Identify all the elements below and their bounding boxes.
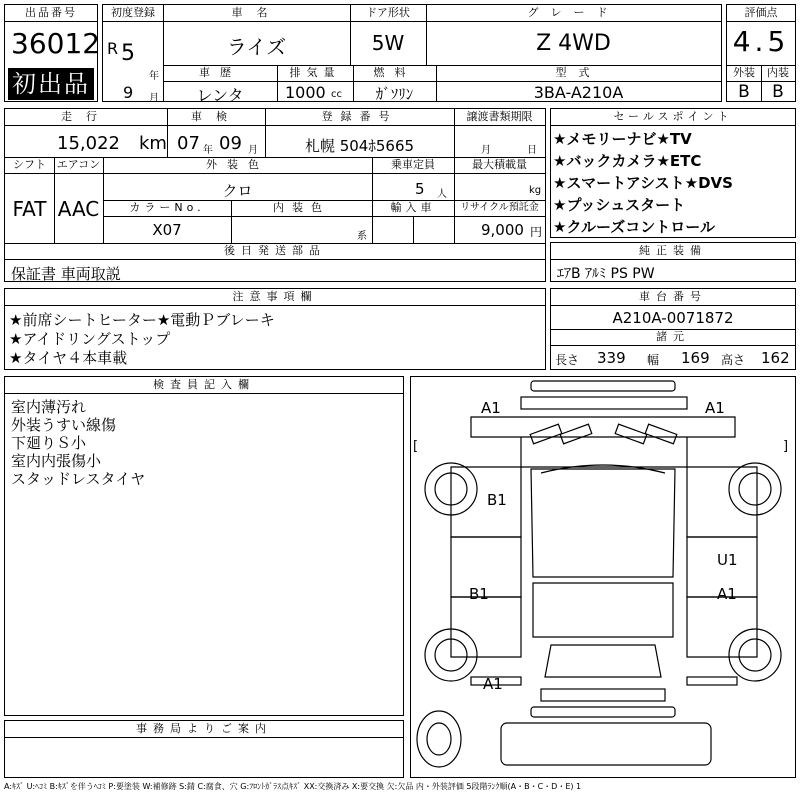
genuine-equipment-text: ｴｱB ｱﾙﾐ PS PW (557, 266, 655, 282)
inspection-month-unit: 月 (248, 145, 258, 156)
sales-points (550, 108, 796, 238)
recycle-unit: 円 (530, 225, 543, 239)
lot-label: 出品番号 (25, 6, 77, 19)
later-parts-label: 後日発送部品 (224, 244, 326, 257)
shift: FAT (12, 197, 47, 221)
inspector-line: 室内薄汚れ (11, 398, 87, 416)
inspector-label: 検査員記入欄 (153, 378, 255, 391)
chassis-box (550, 288, 796, 370)
damage-mark: A1 (481, 399, 501, 417)
int-color-label: 内装色 (273, 201, 330, 214)
damage-mark: A1 (483, 675, 503, 693)
length: 339 (597, 349, 626, 367)
notes-label: 注意事項欄 (232, 290, 318, 303)
length-label: 長さ (555, 353, 580, 367)
transfer-month-unit: 月 (481, 145, 491, 156)
overall-score: 4.5 (732, 25, 790, 58)
shift-label: シフト (13, 158, 46, 171)
car-diagram (410, 376, 796, 778)
first-listing-badge: 初出品 (8, 68, 94, 100)
genuine-equipment-label: 純正装備 (639, 244, 707, 257)
inspector-box (4, 376, 404, 716)
sales-point: ★スマートアシスト★DVS (553, 174, 733, 192)
displacement-label: 排気量 (289, 66, 341, 79)
load-unit: kg (529, 185, 542, 196)
color-no-label: カラーNo. (129, 201, 205, 214)
inspector-line: スタッドレスタイヤ (11, 470, 146, 488)
sales-point: ★メモリーナビ★TV (553, 130, 692, 148)
plate-number: 札幌 504ﾎ5665 (304, 137, 415, 155)
displacement: 1000 (285, 83, 326, 102)
mileage-unit: km (139, 133, 167, 154)
score-label: 評価点 (744, 6, 778, 19)
bracket-right: ] (783, 439, 789, 454)
height-label: 高さ (721, 353, 746, 367)
inspector-line: 室内内張傷小 (11, 452, 102, 470)
history-label: 車歴 (199, 66, 241, 79)
ext-color: クロ (222, 182, 253, 200)
note-line: ★タイヤ４本車載 (9, 349, 128, 367)
width: 169 (681, 349, 710, 367)
month-unit: 月 (149, 93, 159, 104)
sales-points-label: セールスポイント (613, 110, 733, 123)
car-outline-diagram (411, 377, 795, 777)
notes-box (4, 288, 546, 370)
color-no: X07 (152, 221, 182, 239)
capacity-unit: 人 (437, 189, 447, 200)
int-color-unit: 系 (357, 231, 367, 242)
inspector-line: 外装うすい線傷 (11, 416, 117, 434)
inspection-label: 車検 (191, 110, 241, 123)
office-label: 事務局よりご案内 (136, 722, 272, 735)
sales-point: ★バックカメラ★ETC (553, 152, 702, 170)
width-label: 幅 (647, 353, 660, 367)
reg-month: 9 (123, 83, 134, 102)
inspection-year: 07 (177, 133, 200, 154)
vehicle-details (4, 108, 546, 282)
chassis-label: 車台番号 (639, 290, 707, 303)
capacity-label: 乗車定員 (391, 158, 435, 171)
recycle-label: リサイクル預託金 (460, 202, 539, 213)
capacity: 5 (415, 180, 425, 198)
inspection-year-unit: 年 (203, 145, 213, 156)
note-line: ★前席シートヒーター★電動Ｐブレーキ (9, 311, 275, 329)
later-parts: 保証書 車両取説 (11, 265, 121, 283)
ext-score: B (738, 82, 750, 102)
damage-mark: U1 (717, 551, 738, 569)
mileage-label: 走行 (61, 110, 111, 123)
ext-score-label: 外装 (733, 66, 755, 79)
damage-mark: A1 (717, 585, 737, 603)
plate-label: 登録番号 (321, 110, 398, 123)
fuel: ｶﾞｿﾘﾝ (375, 85, 414, 103)
history: レンタ (196, 86, 244, 105)
bracket-left: [ (413, 439, 419, 454)
int-score-label: 内装 (767, 66, 789, 79)
transfer-label: 譲渡書類期限 (466, 110, 533, 123)
fuel-label: 燃料 (373, 66, 416, 79)
damage-mark: B1 (469, 585, 489, 603)
grade-label: グレード (527, 6, 620, 19)
mileage: 15,022 (57, 133, 120, 154)
genuine-equipment (550, 242, 796, 282)
inspection-month: 09 (219, 133, 242, 154)
sales-point: ★プッシュスタート (553, 196, 686, 214)
door-type: 5W (371, 31, 405, 55)
car-name-label: 車名 (231, 6, 282, 19)
model-label: 型式 (555, 66, 602, 79)
year-unit: 年 (149, 71, 159, 82)
damage-mark: B1 (487, 491, 507, 509)
lot-box (4, 4, 101, 102)
model-code: 3BA-A210A (533, 83, 624, 102)
header-grid (102, 4, 722, 105)
lot-number: 36012 (11, 27, 101, 60)
reg-year: 5 (121, 41, 135, 66)
sales-point: ★クルーズコントロール (553, 218, 715, 236)
grade: Z 4WD (536, 31, 611, 56)
load-label: 最大積載量 (472, 158, 527, 171)
ac-label: エアコン (56, 158, 101, 171)
displacement-unit: cc (331, 89, 342, 100)
era: R (107, 39, 119, 58)
dims-label: 諸元 (656, 330, 690, 343)
score-box (726, 4, 796, 102)
import-label: 輸入車 (390, 201, 436, 214)
door-label: ドア形状 (366, 6, 410, 19)
note-line: ★アイドリングストップ (9, 330, 171, 348)
recycle-fee: 9,000 (481, 221, 524, 239)
office-box (4, 720, 404, 778)
chassis-number: A210A-0071872 (612, 309, 734, 327)
car-name: ライズ (226, 35, 287, 59)
ac: AAC (57, 197, 100, 221)
transfer-day-unit: 日 (527, 145, 537, 156)
ext-color-label: 外装色 (206, 158, 269, 171)
int-score: B (772, 82, 784, 102)
legend: A:ｷｽﾞ U:ﾍｺﾐ B:ｷｽﾞを伴うﾍｺﾐ P:要塗装 W:補修跡 S:錆 C:腐食、穴 G:ﾌﾛﾝﾄｶﾞﾗｽ点ｷｽﾞ XX:交換済み X:要交換 欠:欠品 内・外装評価 5段階ﾗﾝｸ順(A・B・C・D・E) 1 (4, 782, 582, 791)
damage-mark: A1 (705, 399, 725, 417)
inspector-line: 下廻りＳ小 (11, 434, 87, 452)
height: 162 (761, 349, 790, 367)
reg-label: 初度登録 (111, 6, 155, 19)
